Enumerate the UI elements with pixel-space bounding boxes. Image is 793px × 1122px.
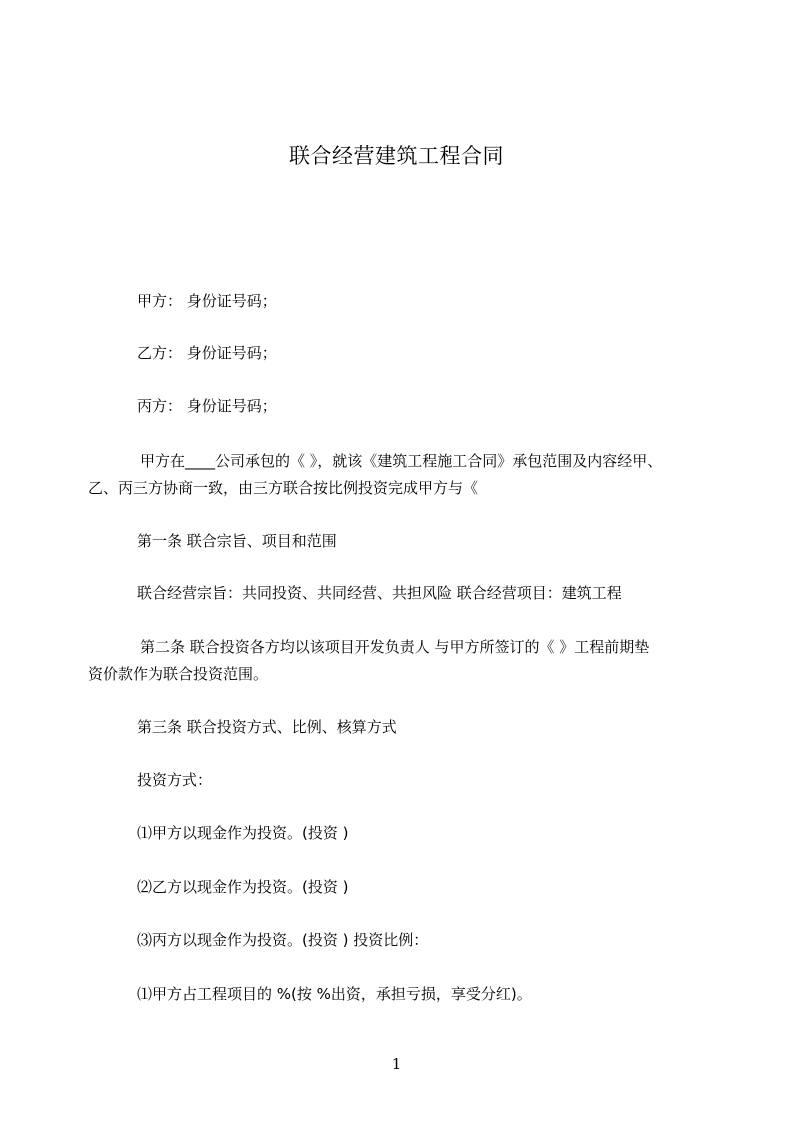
article-3-title: 第三条 联合投资方式、比例、核算方式: [137, 718, 397, 736]
article-2-line-1: 第二条 联合投资各方均以该项目开发负责人 与甲方所签订的《 》工程前期垫: [140, 638, 650, 656]
method-item-2: ⑵乙方以现金作为投资。(投资 ): [137, 878, 349, 896]
method-item-3: ⑶丙方以现金作为投资。(投资 ) 投资比例：: [137, 931, 429, 949]
method-item-1: ⑴甲方以现金作为投资。(投资 ): [137, 824, 349, 842]
party-c-line: 丙方： 身份证号码；: [137, 397, 277, 415]
document-title: 联合经营建筑工程合同: [289, 144, 504, 168]
article-2-line-2: 资价款作为联合投资范围。: [88, 665, 269, 683]
party-a-line: 甲方： 身份证号码；: [137, 292, 277, 310]
party-b-line: 乙方： 身份证号码；: [137, 344, 277, 362]
article-1-title: 第一条 联合宗旨、项目和范围: [137, 532, 337, 550]
intro-line-1: 甲方在____公司承包的《 》，就该《建筑工程施工合同》承包范围及内容经甲、: [140, 452, 663, 470]
investment-method-label: 投资方式：: [137, 771, 213, 789]
intro-line-2: 乙、丙三方协商一致，由三方联合按比例投资完成甲方与《: [88, 479, 479, 497]
ratio-item-1: ⑴甲方占工程项目的 %(按 %出资，承担亏损，享受分红)。: [137, 985, 532, 1003]
article-1-body: 联合经营宗旨：共同投资、共同经营、共担风险 联合经营项目：建筑工程: [137, 584, 622, 602]
page-number: 1: [391, 1055, 402, 1073]
